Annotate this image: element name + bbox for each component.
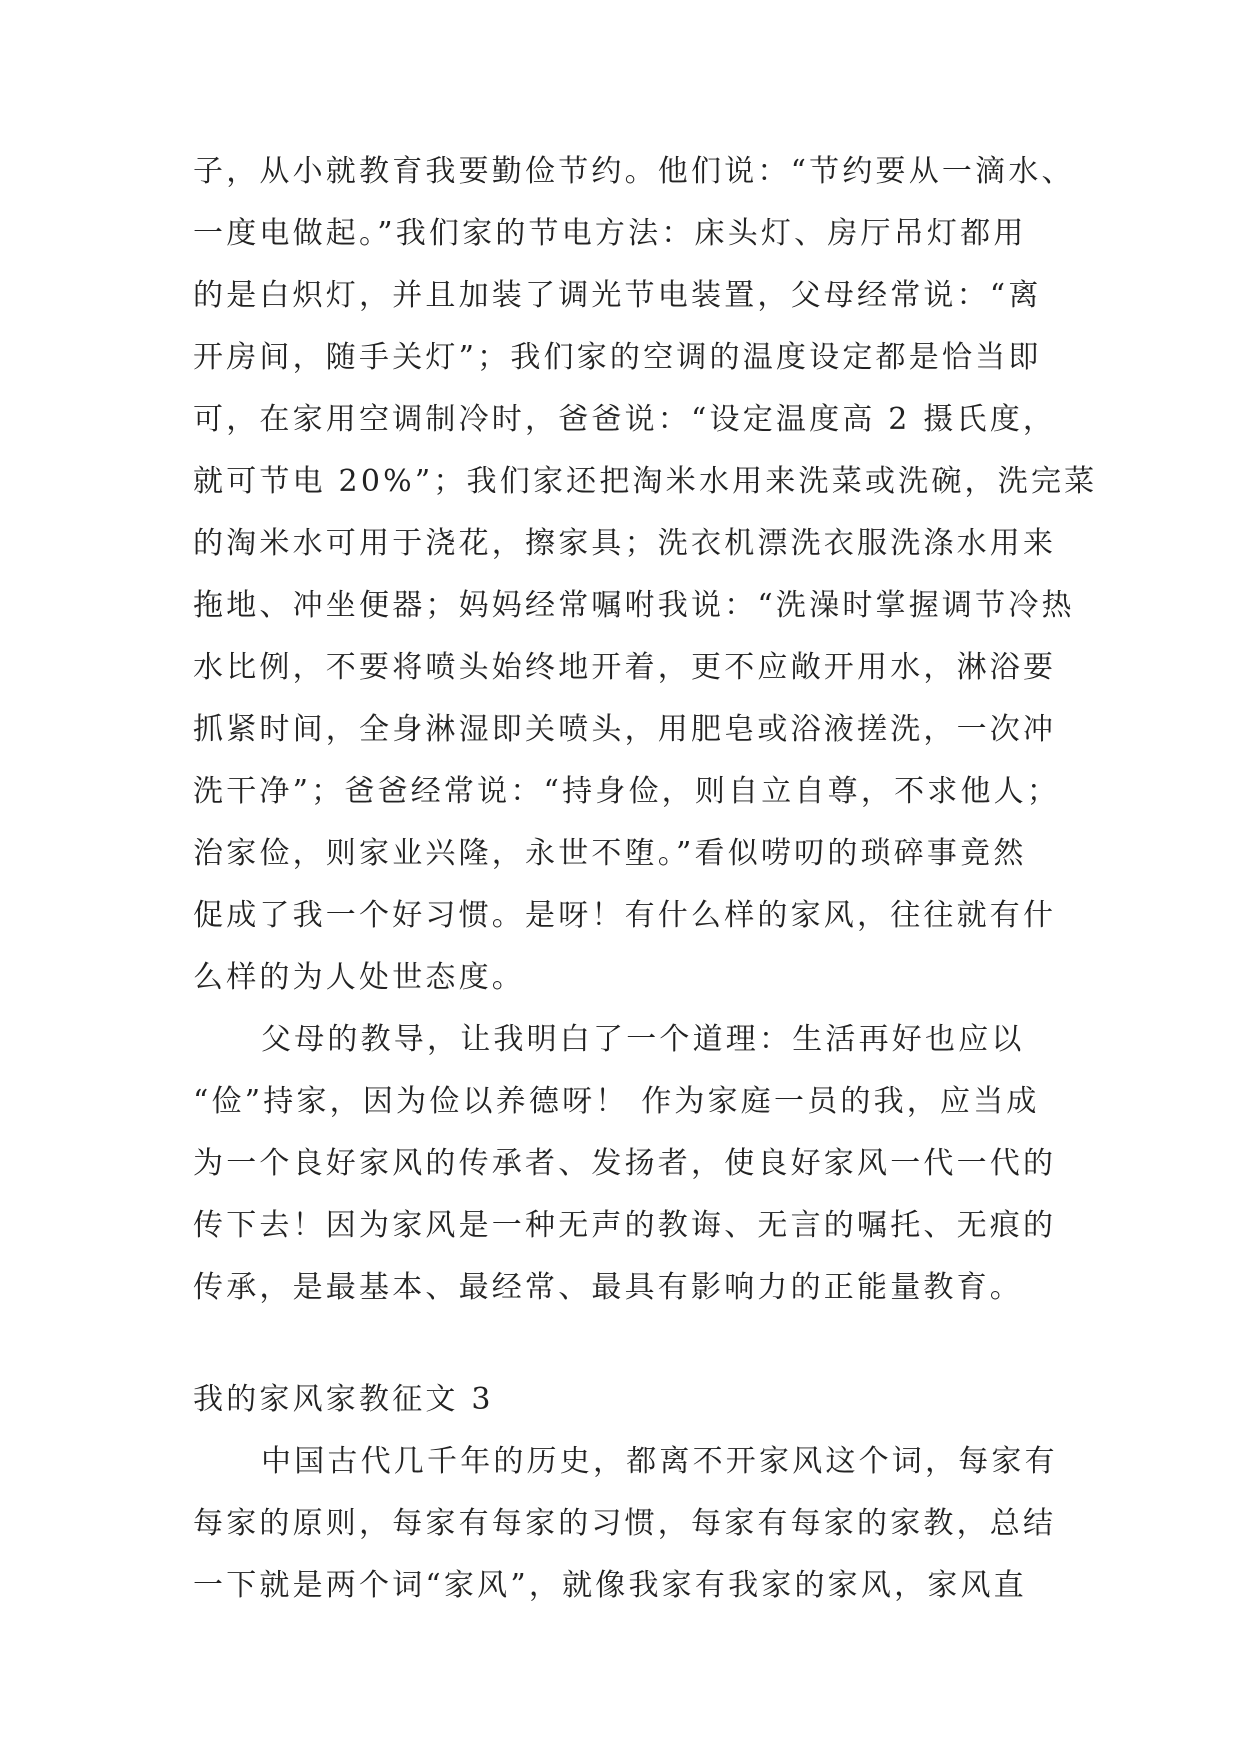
paragraph-line: 可，在家用空调制冷时，爸爸说：“设定温度高 2 摄氏度， <box>193 402 1057 437</box>
paragraph-line: 的是白炽灯，并且加装了调光节电装置，父母经常说：“离 <box>193 278 1042 313</box>
paragraph-line: 每家的原则，每家有每家的习惯，每家有每家的家教，总结 <box>193 1506 1057 1541</box>
paragraph-line: 传承，是最基本、最经常、最具有影响力的正能量教育。 <box>193 1270 1023 1305</box>
paragraph-line: 抓紧时间，全身淋湿即关喷头，用肥皂或浴液搓洗，一次冲 <box>193 712 1057 747</box>
paragraph-line: 就可节电 20%”；我们家还把淘米水用来洗菜或洗碗，洗完菜 <box>193 464 1098 499</box>
paragraph-line: 开房间，随手关灯”；我们家的空调的温度设定都是恰当即 <box>193 340 1042 375</box>
paragraph-line: 子，从小就教育我要勤俭节约。他们说：“节约要从一滴水、 <box>193 154 1075 189</box>
paragraph-line: 传下去！因为家风是一种无声的教诲、无言的嘱托、无痕的 <box>193 1208 1057 1243</box>
paragraph-line: 中国古代几千年的历史，都离不开家风这个词，每家有 <box>261 1444 1058 1479</box>
paragraph-line: 一度电做起。”我们家的节电方法：床头灯、房厅吊灯都用 <box>193 216 1027 251</box>
paragraph-line: 为一个良好家风的传承者、发扬者，使良好家风一代一代的 <box>193 1146 1057 1181</box>
paragraph-line: 水比例，不要将喷头始终地开着，更不应敞开用水，淋浴要 <box>193 650 1057 685</box>
paragraph-line: “俭”持家，因为俭以养德呀！ 作为家庭一员的我，应当成 <box>193 1084 1040 1119</box>
section-heading: 我的家风家教征文 3 <box>193 1382 494 1417</box>
paragraph-line: 治家俭，则家业兴隆，永世不堕。”看似唠叨的琐碎事竟然 <box>193 836 1027 871</box>
paragraph-line: 促成了我一个好习惯。是呀！有什么样的家风，往往就有什 <box>193 898 1057 933</box>
paragraph-line: 父母的教导，让我明白了一个道理：生活再好也应以 <box>261 1022 1025 1057</box>
paragraph-line: 一下就是两个词“家风”，就像我家有我家的家风，家风直 <box>193 1568 1027 1603</box>
paragraph-line: 的淘米水可用于浇花，擦家具；洗衣机漂洗衣服洗涤水用来 <box>193 526 1057 561</box>
paragraph-line: 洗干净”；爸爸经常说：“持身俭，则自立自尊，不求他人； <box>193 774 1061 809</box>
paragraph-line: 么样的为人处世态度。 <box>193 960 525 995</box>
paragraph-line: 拖地、冲坐便器；妈妈经常嘱咐我说：“洗澡时掌握调节冷热 <box>193 588 1075 623</box>
